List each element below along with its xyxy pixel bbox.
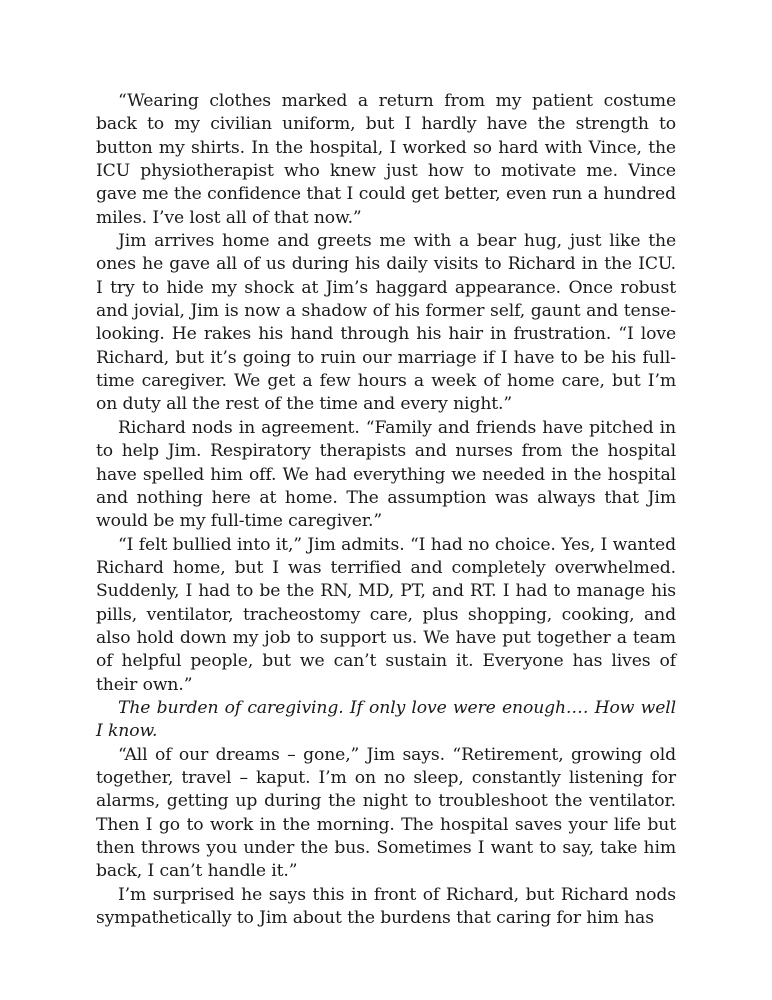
- paragraph-6: “All of our dreams – gone,” Jim says. “Retirement, growing old together, travel – kaput. I’m on no sleep, constantly listening for alarms, getting up during the night to troubleshoot the ventilator. Then I go to work in the morning. The hospital saves your life but then throws you under the bus. Sometimes I want to say, take him back, I can’t handle it.”: [96, 744, 676, 882]
- paragraph-2: Jim arrives home and greets me with a bear hug, just like the ones he gave all of us during his daily visits to Richard in the ICU. I try to hide my shock at Jim’s haggard appearance. Once robust and jovial, Jim is now a shadow of his former self, gaunt and tense-looking. He rakes his hand through his hair in frustration. “I love Richard, but it’s going to ruin our marriage if I have to be his full-time caregiver. We get a few hours a week of home care, but I’m on duty all the rest of the time and every night.”: [96, 231, 676, 415]
- paragraph-3: Richard nods in agreement. “Family and friends have pitched in to help Jim. Respiratory therapists and nurses from the hospital have spelled him off. We had everything we needed in the hospital and nothing here at home. The assumption was always that Jim would be my full-time caregiver.”: [96, 417, 676, 532]
- paragraph-1: “Wearing clothes marked a return from my patient costume back to my civilian uniform, but I hardly have the strength to button my shirts. In the hospital, I worked so hard with Vince, the ICU physiotherapist who knew just how to motivate me. Vince gave me the confidence that I could get better, even run a hundred miles. I’ve lost all of that now.”: [96, 91, 676, 228]
- paragraph-5-italic: The burden of caregiving. If only love were enough.… How well I know.: [96, 697, 676, 742]
- paragraph-7: I’m surprised he says this in front of Richard, but Richard nods sympathetically to Jim about the burdens that caring for him has: [96, 884, 676, 929]
- book-page: [96, 90, 676, 930]
- paragraph-4: “I felt bullied into it,” Jim admits. “I had no choice. Yes, I wanted Richard home, but I was terrified and completely overwhelmed. Suddenly, I had to be the RN, MD, PT, and RT. I had to manage his pills, ventilator, tracheostomy care, plus shopping, cooking, and also hold down my job to support us. We have put together a team of helpful people, but we can’t sustain it. Everyone has lives of their own.”: [96, 534, 676, 695]
